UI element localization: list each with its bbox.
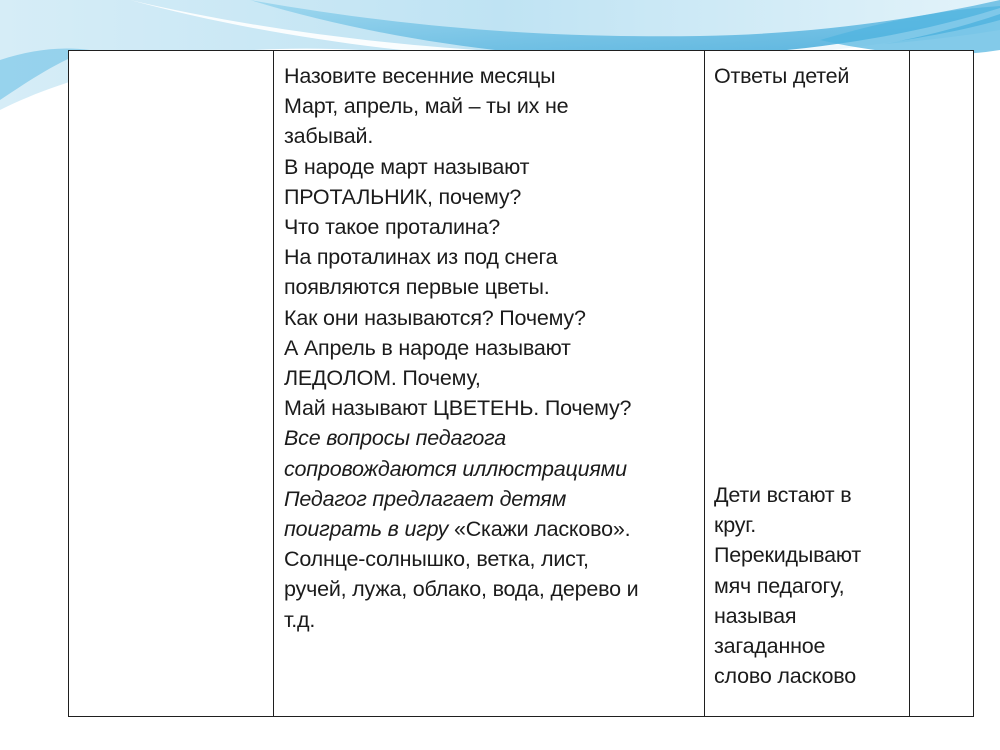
- teacher-line: На проталинах из под снега: [284, 245, 558, 270]
- children-answers-heading: Ответы детей: [714, 64, 850, 88]
- teacher-line: ручей, лужа, облако, вода, дерево и: [284, 577, 639, 602]
- game-title: «Скажи ласково».: [448, 517, 631, 542]
- teacher-line: Назовите весенние месяцы: [284, 64, 556, 88]
- teacher-note-line: Педагог предлагает детям: [284, 486, 567, 511]
- children-line: Перекидывают: [714, 543, 861, 568]
- children-line: мяч педагогу,: [714, 573, 845, 598]
- teacher-activity-cell: [274, 51, 705, 717]
- teacher-line: Что такое проталина?: [284, 215, 500, 240]
- children-game-description: [714, 480, 861, 691]
- teacher-line: ЛЕДОЛОМ. Почему,: [284, 366, 481, 391]
- teacher-line: т.д.: [284, 607, 316, 632]
- teacher-line: Солнце-солнышко, ветка, лист,: [284, 547, 589, 572]
- teacher-game-line: [284, 514, 696, 544]
- children-line: загаданное: [714, 634, 826, 659]
- teacher-line: В народе март называют: [284, 154, 530, 179]
- children-activity-cell: [705, 51, 910, 717]
- teacher-note-line: Все вопросы педагога: [284, 426, 507, 451]
- teacher-line: забывай.: [284, 124, 374, 149]
- teacher-line: Как они называются? Почему?: [284, 305, 586, 330]
- children-line: слово ласково: [714, 664, 857, 689]
- lesson-table: [68, 50, 974, 717]
- children-line: Дети встают в: [714, 483, 852, 507]
- teacher-line: ПРОТАЛЬНИК, почему?: [284, 184, 522, 209]
- empty-cell-left: [69, 51, 274, 717]
- teacher-game-italic: поиграть в игру: [284, 517, 449, 542]
- teacher-line: Май называют ЦВЕТЕНЬ. Почему?: [284, 396, 632, 421]
- teacher-line: А Апрель в народе называют: [284, 335, 571, 360]
- children-line: называя: [714, 603, 797, 628]
- children-line: круг.: [714, 513, 757, 538]
- teacher-line: Март, апрель, май – ты их не: [284, 94, 569, 119]
- teacher-line: появляются первые цветы.: [284, 275, 550, 300]
- table-row: [69, 51, 974, 717]
- empty-cell-right: [910, 51, 974, 717]
- teacher-note-line: сопровождаются иллюстрациями: [284, 456, 627, 481]
